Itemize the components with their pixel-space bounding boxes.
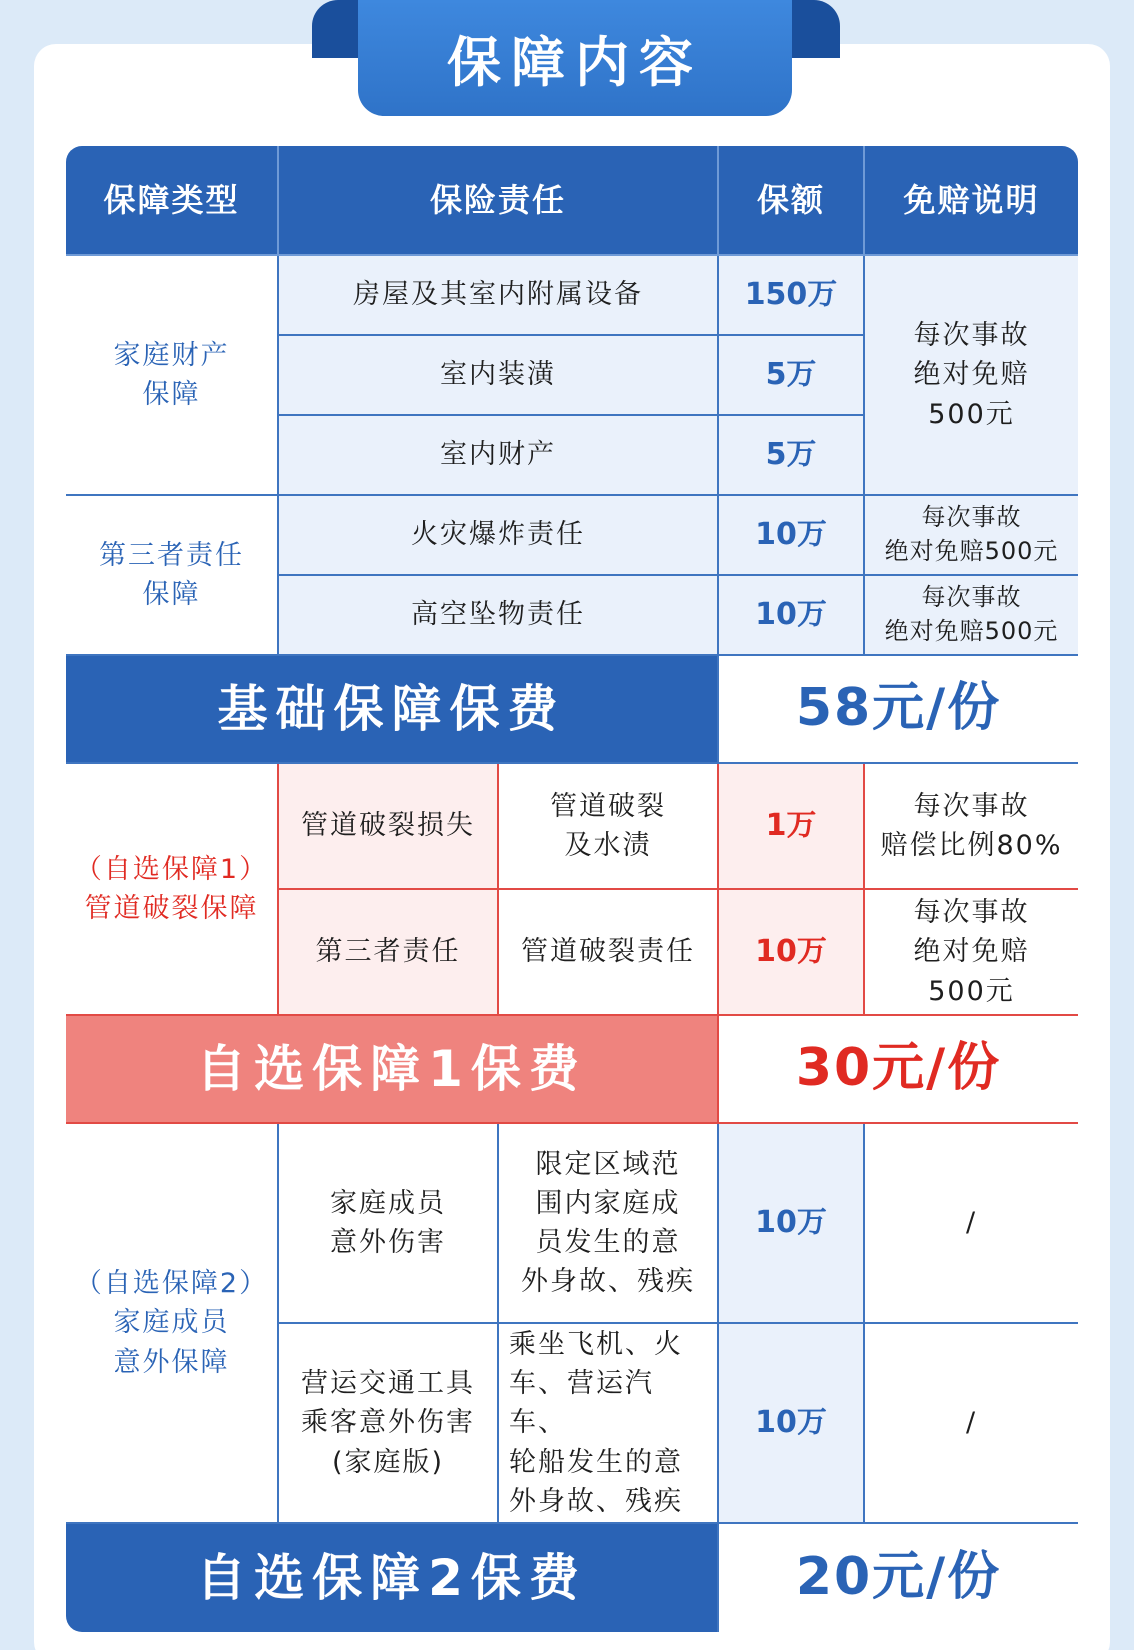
optional2-type-family-accident: 家庭成员 意外伤害 xyxy=(279,1124,499,1324)
amount-falling-objects: 10万 xyxy=(719,576,865,656)
deductible-falling-objects: 每次事故 绝对免赔500元 xyxy=(865,576,1078,656)
optional2-liability-transport-accident: 乘坐飞机、火 车、营运汽车、 轮船发生的意 外身故、残疾 xyxy=(499,1324,719,1524)
header-amount: 保额 xyxy=(719,146,865,256)
item-property-contents: 室内财产 xyxy=(279,416,719,496)
header-type: 保障类型 xyxy=(66,146,279,256)
optional2-amount-family-accident: 10万 xyxy=(719,1124,865,1324)
optional2-fee-label: 自选保障2保费 xyxy=(66,1524,719,1632)
optional1-amount-pipe-loss: 1万 xyxy=(719,764,865,890)
coverage-table xyxy=(66,146,1078,1632)
optional2-liability-family-accident: 限定区域范 围内家庭成 员发生的意 外身故、残疾 xyxy=(499,1124,719,1324)
category-optional2: （自选保障2） 家庭成员 意外保障 xyxy=(66,1124,279,1524)
optional2-deductible-transport-accident: / xyxy=(865,1324,1078,1524)
item-property-house: 房屋及其室内附属设备 xyxy=(279,256,719,336)
title-ribbon xyxy=(358,0,792,116)
header-liability: 保险责任 xyxy=(279,146,719,256)
deductible-property: 每次事故 绝对免赔 500元 xyxy=(865,256,1078,496)
amount-fire-explosion: 10万 xyxy=(719,496,865,576)
optional1-fee-value: 30元/份 xyxy=(719,1016,1078,1124)
optional1-fee-label: 自选保障1保费 xyxy=(66,1016,719,1124)
item-property-decoration: 室内装潢 xyxy=(279,336,719,416)
optional1-amount-third-party: 10万 xyxy=(719,890,865,1016)
item-falling-objects: 高空坠物责任 xyxy=(279,576,719,656)
optional1-deductible-third-party: 每次事故 绝对免赔 500元 xyxy=(865,890,1078,1016)
header-deductible: 免赔说明 xyxy=(865,146,1078,256)
optional1-liability-pipe-liability: 管道破裂责任 xyxy=(499,890,719,1016)
optional2-amount-transport-accident: 10万 xyxy=(719,1324,865,1524)
amount-property-house: 150万 xyxy=(719,256,865,336)
deductible-fire-explosion: 每次事故 绝对免赔500元 xyxy=(865,496,1078,576)
optional1-type-third-party: 第三者责任 xyxy=(279,890,499,1016)
optional1-type-pipe-loss: 管道破裂损失 xyxy=(279,764,499,890)
optional1-deductible-pipe-loss: 每次事故 赔偿比例80% xyxy=(865,764,1078,890)
optional2-fee-value: 20元/份 xyxy=(719,1524,1078,1632)
category-optional1: （自选保障1） 管道破裂保障 xyxy=(66,764,279,1016)
amount-property-decoration: 5万 xyxy=(719,336,865,416)
optional2-type-transport-accident: 营运交通工具 乘客意外伤害 (家庭版) xyxy=(279,1324,499,1524)
page-title: 保障内容 xyxy=(447,30,703,94)
optional1-liability-pipe-water: 管道破裂 及水渍 xyxy=(499,764,719,890)
category-third-party: 第三者责任 保障 xyxy=(66,496,279,656)
optional2-deductible-family-accident: / xyxy=(865,1124,1078,1324)
basic-fee-value: 58元/份 xyxy=(719,656,1078,764)
category-property: 家庭财产 保障 xyxy=(66,256,279,496)
item-fire-explosion: 火灾爆炸责任 xyxy=(279,496,719,576)
amount-property-contents: 5万 xyxy=(719,416,865,496)
basic-fee-label: 基础保障保费 xyxy=(66,656,719,764)
